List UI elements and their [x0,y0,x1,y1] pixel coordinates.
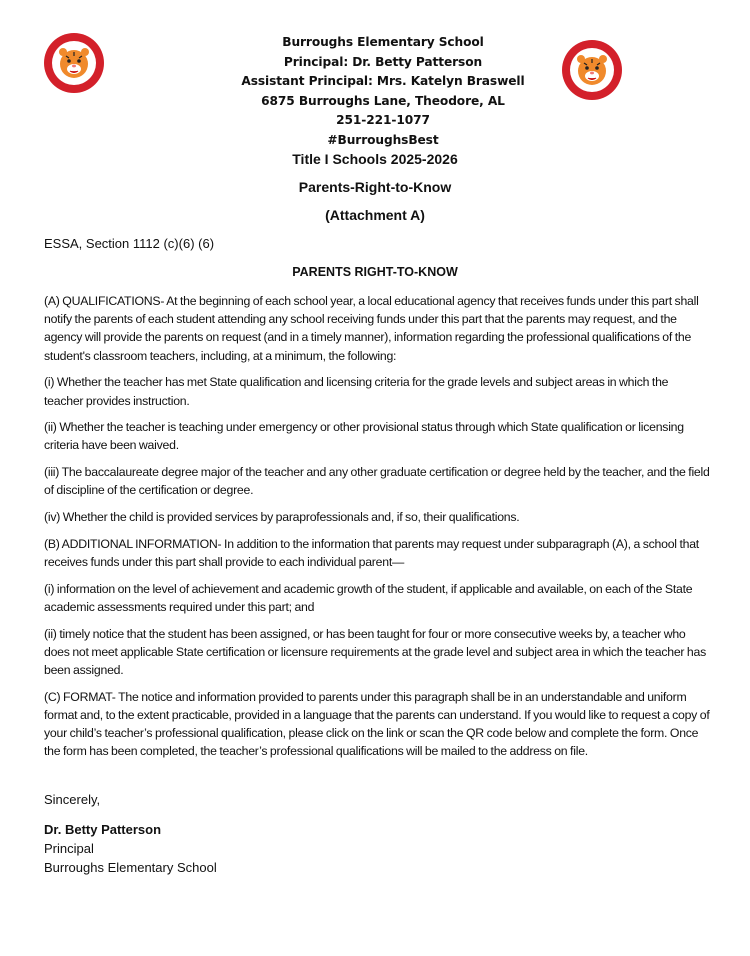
school-logo-tiger [561,39,623,101]
attachment-label: (Attachment A) [325,207,425,223]
school-letterhead [200,33,566,150]
hashtag-line: #BurroughsBest [327,132,439,147]
assistant-principal-line: Assistant Principal: Mrs. Katelyn Braswell [241,74,525,88]
phone-line: 251-221-1077 [336,113,430,127]
paragraph-b-additional-info: (B) ADDITIONAL INFORMATION- In addition to the information that parents may request under subparagraph (A), a school that receives funds under this part shall provide to each individual parent— [44,536,699,569]
paragraph-b-i: (i) information on the level of achievement and academic growth of the student, if applicable and available, on each of the State academic assessments required under this part; and [44,581,693,614]
address-line: 6875 Burroughs Lane, Theodore, AL [261,93,505,108]
paragraph-a-iv: (iv) Whether the child is provided services by paraprofessionals and, if so, their qualifications. [44,510,520,525]
document-subtitle: Parents-Right-to-Know [298,179,452,195]
document-title: Title I Schools 2025-2026 [292,151,458,167]
closing: Sincerely, [44,792,101,807]
paragraph-a-ii: (ii) Whether the teacher is teaching under emergency or other provisional status through which State qualification or licensing criteria have been waived. [44,420,684,453]
school-name: Burroughs Elementary School [282,35,484,49]
signer-school: Burroughs Elementary School [44,859,217,875]
signature-block [44,821,217,877]
section-heading: PARENTS RIGHT-TO-KNOW [292,265,458,279]
paragraph-a-i: (i) Whether the teacher has met State qualification and licensing criteria for the grade levels and subject areas in which the teacher provides instruction. [44,375,669,408]
principal-line: Principal: Dr. Betty Patterson [283,54,483,69]
paragraph-c-format: (C) FORMAT- The notice and information provided to parents under this paragraph shall be in an understandable and uniform format and, to the extent practicable, provided in a language that the parents can understand. If you would like to request a copy of your child’s teacher’s professional qualification, please click on the link or scan the QR code below and complete the form. Once the form has been completed, the teacher’s professional qualifications will be mailed to the address on file. [44,689,710,759]
paragraph-a-qualifications: (A) QUALIFICATIONS- At the beginning of each school year, a local educational agency that receives funds under this part shall notify the parents of each student attending any school receiving funds under this part that the parents may request, and the agency will provide the parents on request (and in a timely manner), information regarding the professional qualifications of the student's classroom teachers, including, at a minimum, the following: [44,294,699,363]
paragraph-b-ii: (ii) timely notice that the student has been assigned, or has been taught for four or more consecutive weeks by, a teacher who does not meet applicable State certification or licensure requirements at the grade level and subject area in which the teacher has been assigned. [44,626,706,677]
document-body [44,292,710,769]
school-logo-tiger [43,32,105,94]
paragraph-a-iii: (iii) The baccalaureate degree major of the teacher and any other graduate certification or degree held by the teacher, and the field of discipline of the certification or degree. [44,465,710,498]
signer-name: Dr. Betty Patterson [44,822,162,837]
law-reference: ESSA, Section 1112 (c)(6) (6) [44,236,215,251]
signer-title: Principal [44,840,94,856]
